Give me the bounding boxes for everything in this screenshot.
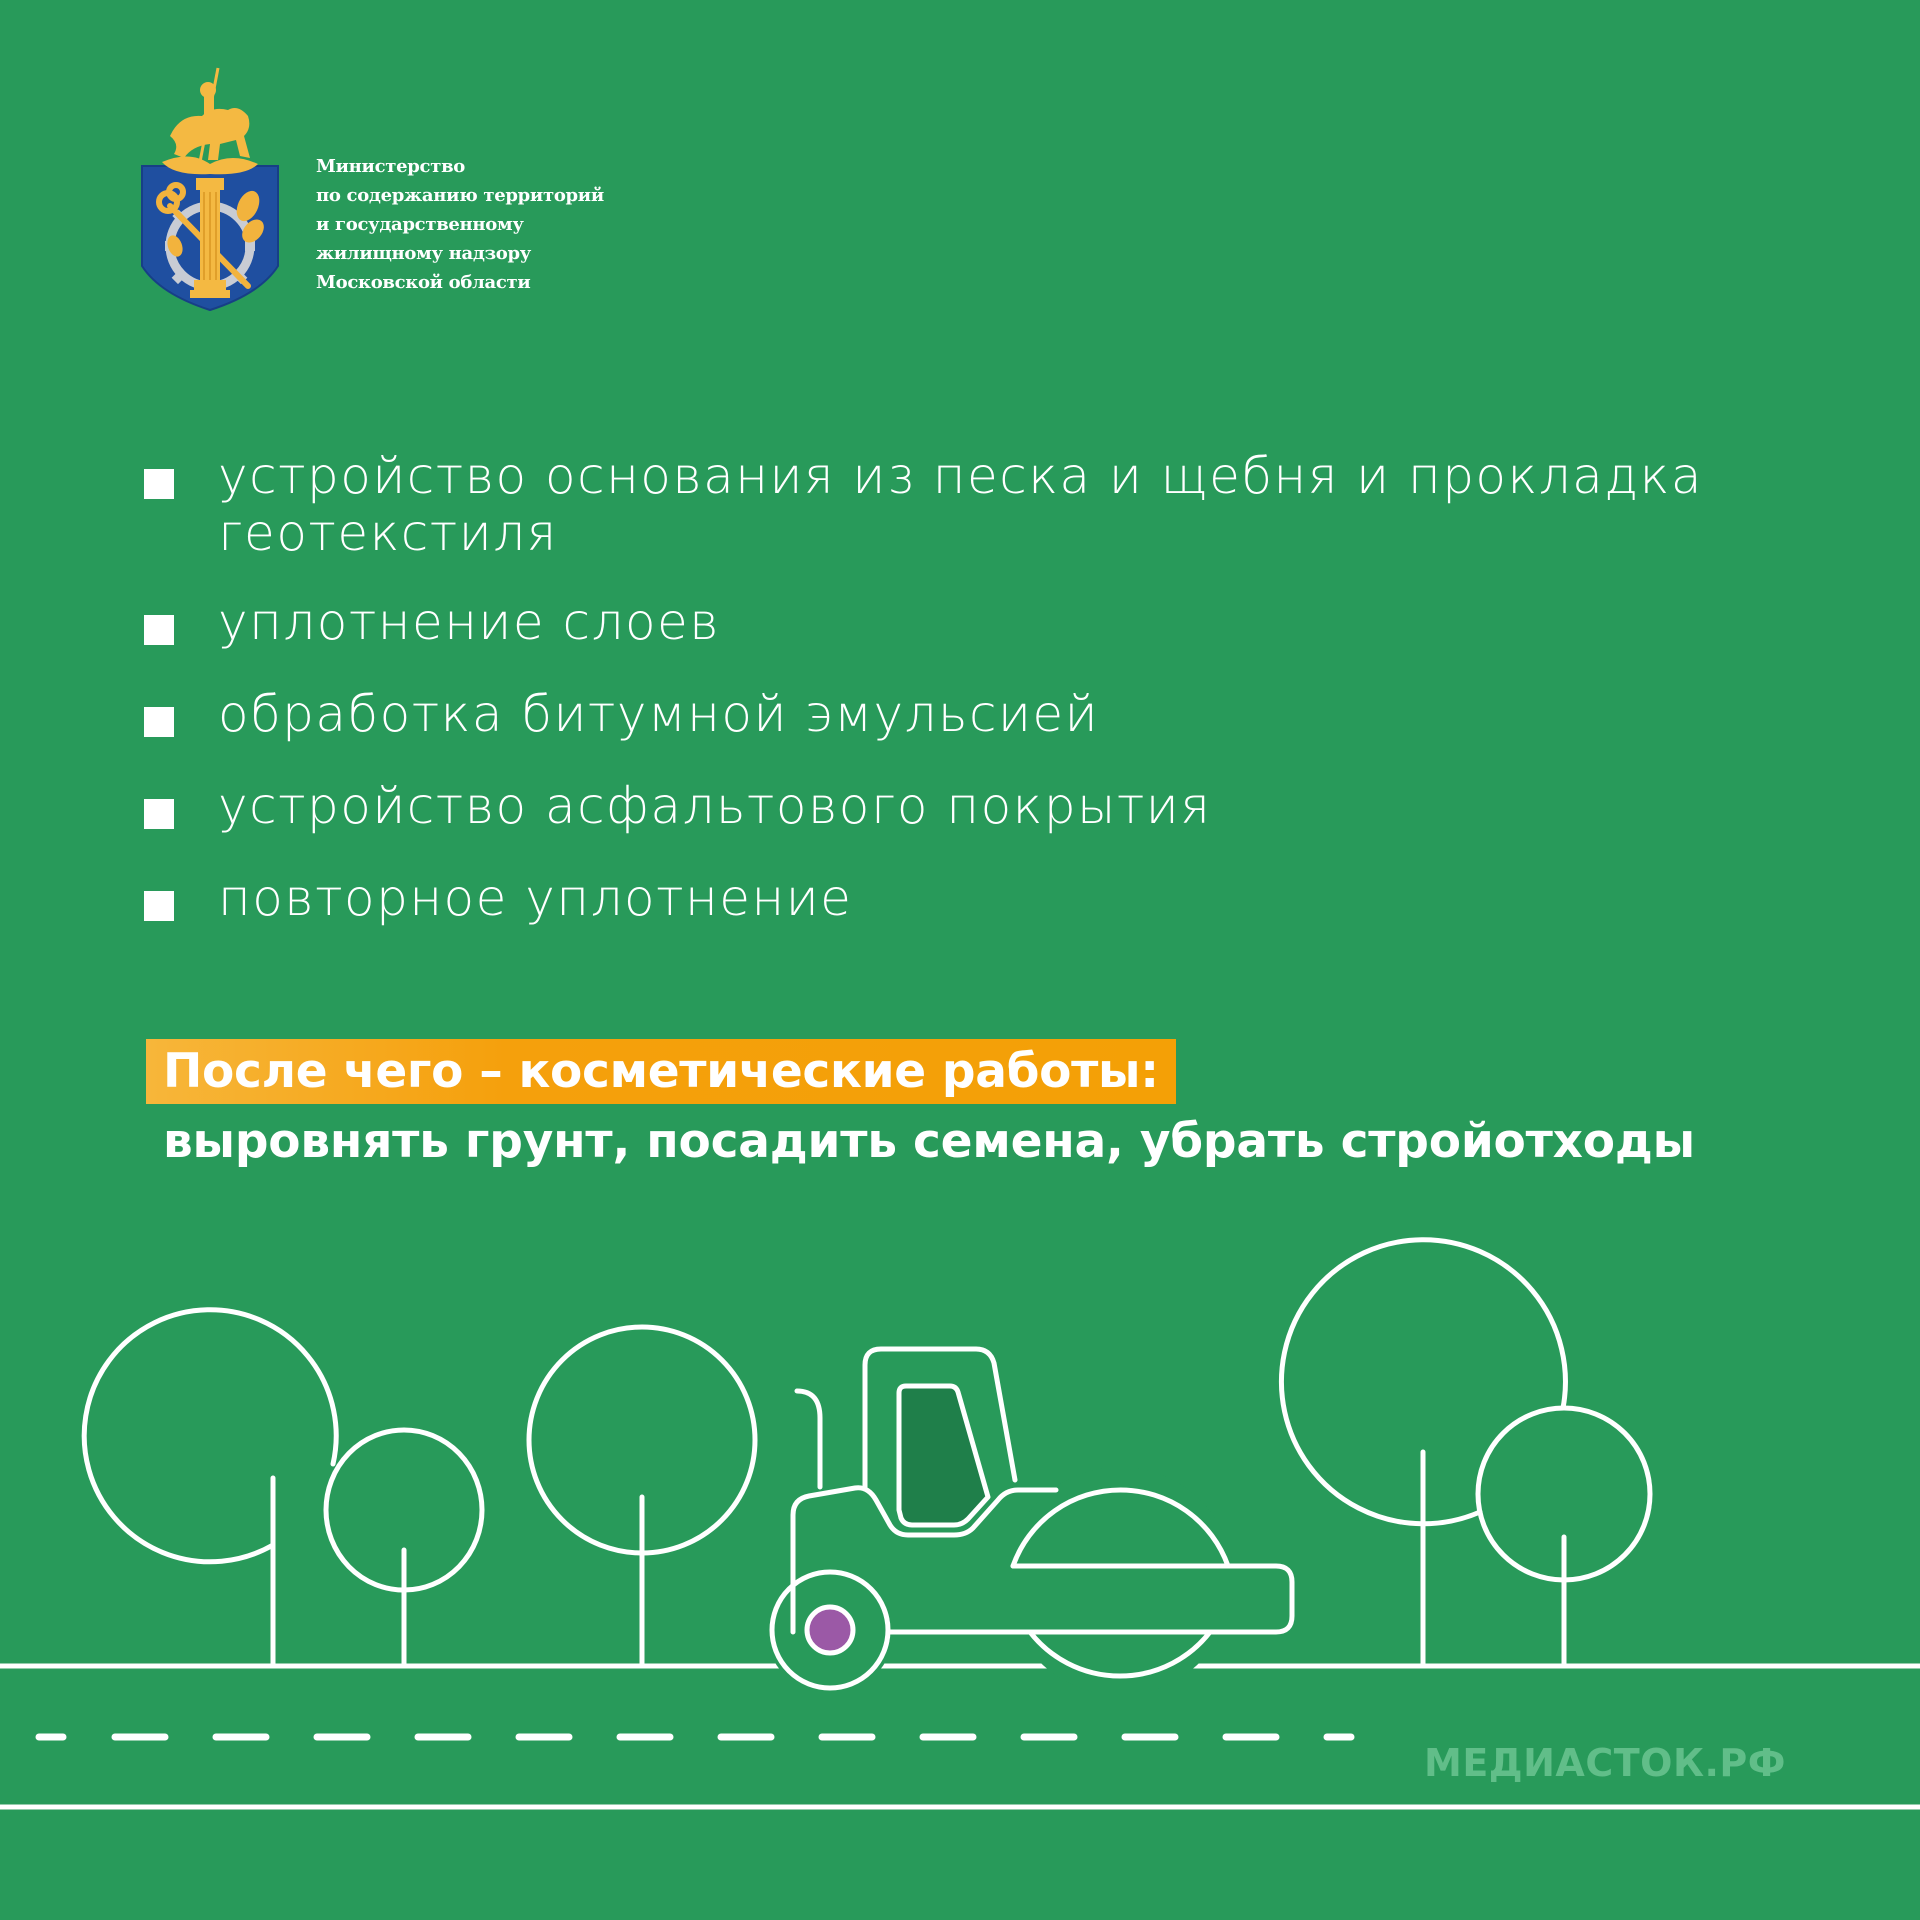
step-text: обработка битумной эмульсией [218, 685, 1100, 743]
road-roller-icon [766, 1349, 1292, 1695]
tree-icon [1281, 1240, 1565, 1666]
ministry-name-line: Министерство [316, 156, 465, 177]
step-text: повторное уплотнение [218, 869, 853, 927]
tree-icon [84, 1310, 336, 1666]
step-text: уплотнение слоев [218, 593, 721, 651]
ministry-name-line: жилищному надзору [316, 243, 531, 264]
final-stage-heading: После чего – косметические работы: [146, 1039, 1176, 1104]
tree-icon [1478, 1408, 1650, 1666]
ministry-name-line: и государственному [316, 214, 524, 235]
ministry-name-line: по содержанию территорий [316, 185, 604, 206]
step-text: устройство асфальтового покрытия [218, 777, 1212, 835]
wheel-hub [807, 1607, 853, 1653]
step-text-line: геотекстиля [218, 504, 558, 562]
final-stage-details: выровнять грунт, посадить семена, убрать стройотходы [163, 1114, 1695, 1169]
ministry-name-line: Московской области [316, 272, 531, 293]
tree-icon [326, 1430, 482, 1666]
watermark: МЕДИАСТОК.РФ [1424, 1741, 1786, 1785]
cab-window [899, 1386, 988, 1525]
tree-icon [529, 1327, 755, 1666]
step-text-line: устройство основания из песка и щебня и прокладка [218, 447, 1703, 505]
